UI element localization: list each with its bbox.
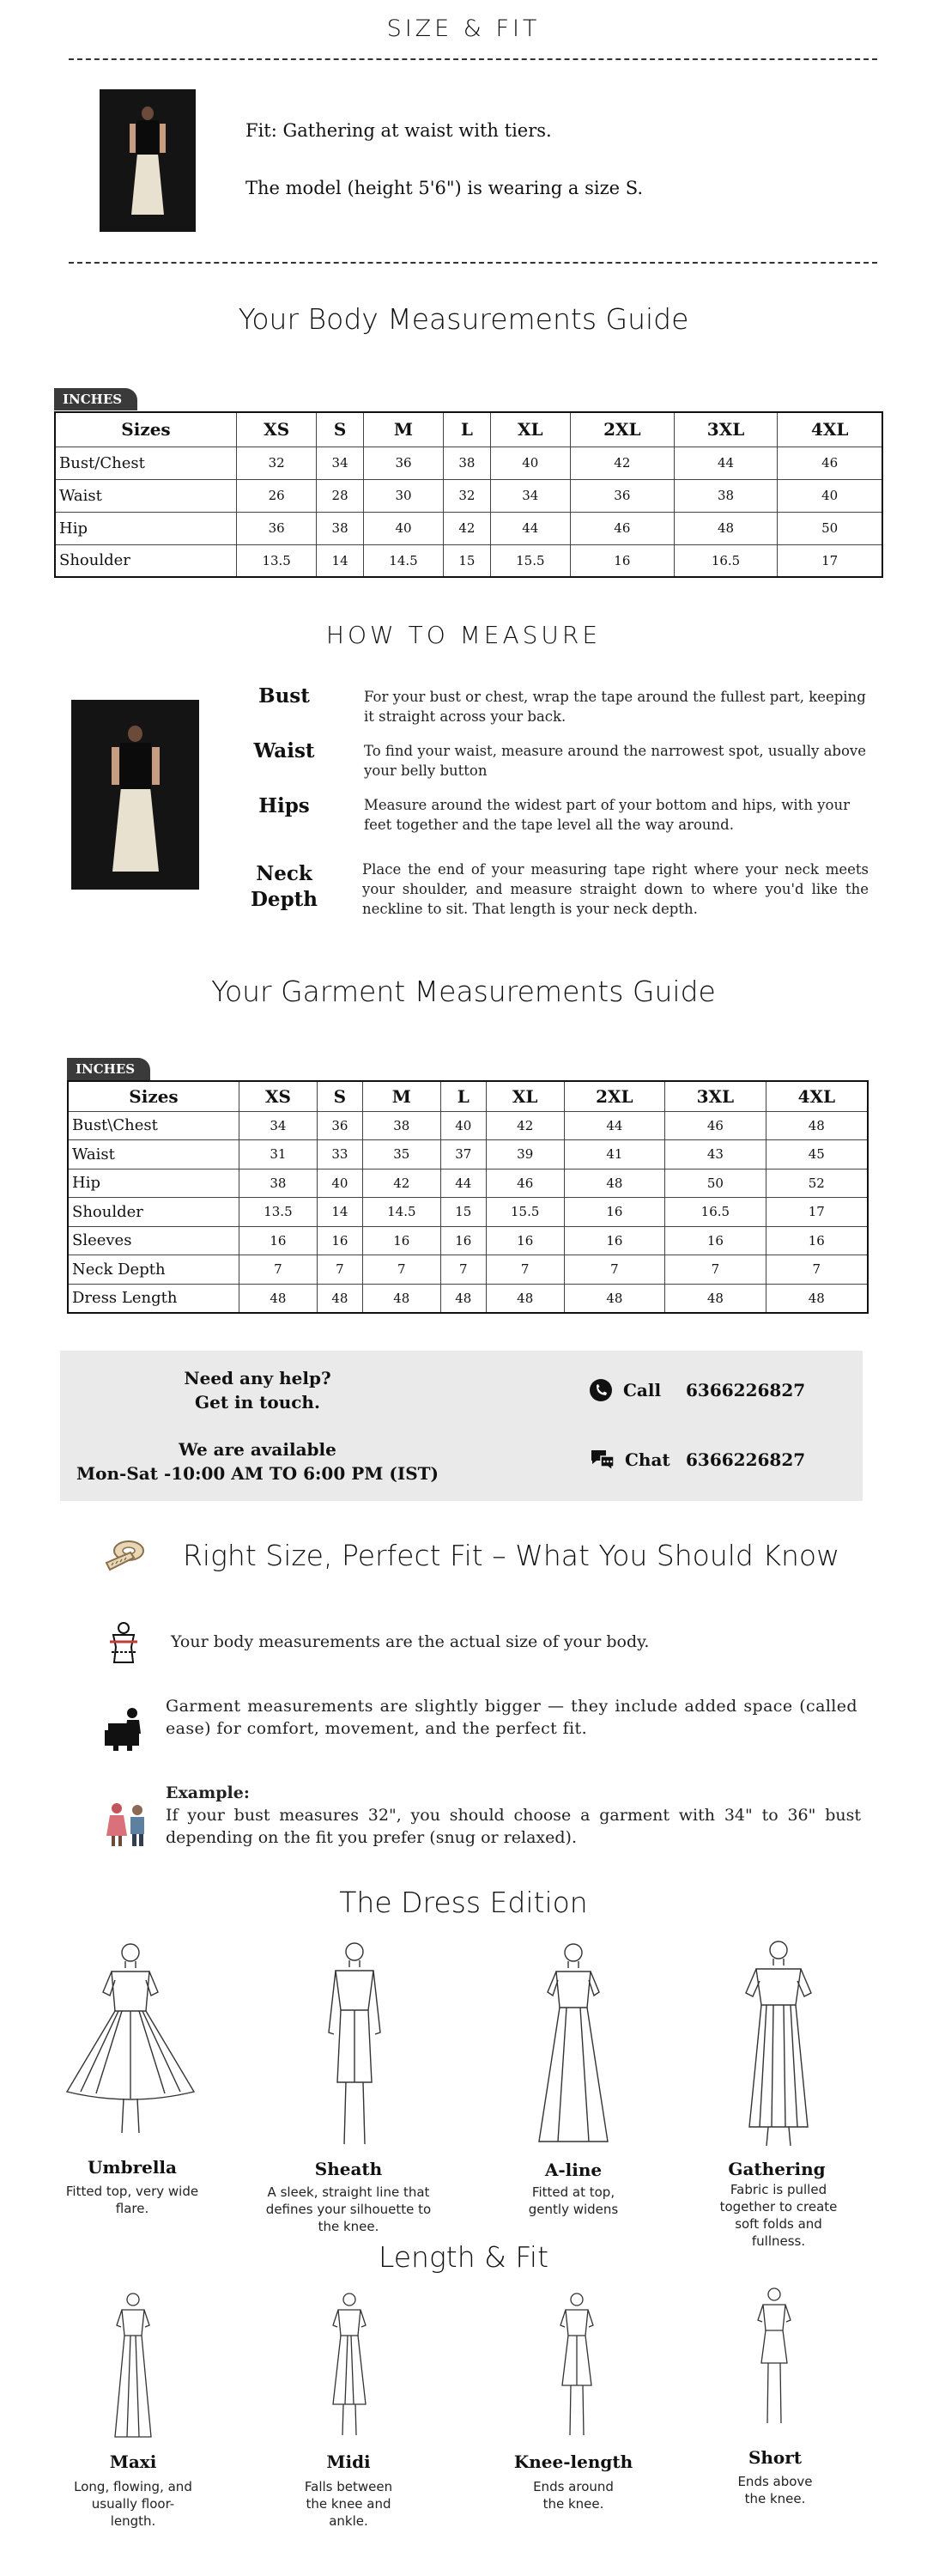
row-label: Hip	[55, 512, 237, 544]
body-guide-title: Your Body Measurements Guide	[238, 302, 689, 336]
table-cell: 13.5	[239, 1198, 318, 1227]
body-measure-icon	[105, 1621, 142, 1666]
table-cell: 32	[444, 479, 491, 512]
row-label: Hip	[68, 1169, 239, 1198]
measure-term-hips: Hips	[258, 794, 310, 817]
size-header: XS	[237, 412, 317, 447]
table-row	[55, 544, 882, 577]
measure-term-bust: Bust	[258, 684, 310, 708]
row-label: Waist	[68, 1140, 239, 1170]
table-cell: 52	[766, 1169, 868, 1198]
table-cell: 14.5	[362, 1198, 440, 1227]
size-header: M	[363, 412, 443, 447]
available-text: We are available	[179, 1439, 336, 1460]
size-header: L	[440, 1081, 486, 1111]
table-cell: 14.5	[363, 544, 443, 577]
size-header: 4XL	[778, 412, 882, 447]
hours-text: Mon-Sat -10:00 AM TO 6:00 PM (IST)	[76, 1463, 439, 1484]
table-cell: 7	[317, 1255, 362, 1285]
table-row	[68, 1111, 868, 1140]
body-measurements-note: Your body measurements are the actual size of your body.	[171, 1632, 650, 1651]
row-label: Bust/Chest	[55, 447, 237, 479]
unit-tag: INCHES	[67, 1058, 150, 1080]
chat-number[interactable]: 6366226827	[686, 1449, 806, 1470]
measure-desc-waist: To find your waist, measure around the narrowest spot, usually above your belly button	[364, 743, 866, 779]
table-cell: 14	[317, 544, 364, 577]
fit-text: Fit: Gathering at waist with tiers.	[245, 120, 552, 141]
dress-desc-a-line: Fitted at top, gently widens	[528, 2184, 619, 2217]
maxi-dress-sketch	[94, 2291, 172, 2445]
table-cell: 35	[362, 1140, 440, 1170]
row-label: Dress Length	[68, 1284, 239, 1313]
table-cell: 38	[362, 1111, 440, 1140]
table-cell: 7	[766, 1255, 868, 1285]
garment-guide-title: Your Garment Measurements Guide	[211, 975, 716, 1008]
length-desc-knee-length: Ends around the knee.	[533, 2479, 614, 2512]
help-panel	[60, 1351, 863, 1501]
table-cell: 16	[570, 544, 674, 577]
length-fit-title: Length & Fit	[378, 2240, 549, 2274]
midi-dress-sketch	[311, 2291, 388, 2445]
size-header: L	[444, 412, 491, 447]
table-cell: 7	[362, 1255, 440, 1285]
table-cell: 7	[440, 1255, 486, 1285]
table-cell: 48	[564, 1169, 665, 1198]
table-cell: 50	[665, 1169, 766, 1198]
example-text: If your bust measures 32", you should choose a garment with 34" to 36" bust depending on the fit you prefer (snug or relaxed).	[166, 1806, 861, 1847]
table-cell: 38	[674, 479, 778, 512]
measure-desc-hips: Measure around the widest part of your bottom and hips, with your feet together and the tape level all the way around.	[364, 797, 850, 833]
unit-tag: INCHES	[54, 388, 137, 410]
knee-length-dress-sketch	[538, 2291, 615, 2445]
gathering-dress-sketch	[718, 1936, 839, 2151]
table-cell: 48	[665, 1284, 766, 1313]
table-cell: 48	[362, 1284, 440, 1313]
chat-label: Chat	[625, 1449, 670, 1470]
dress-name-a-line: A-line	[544, 2160, 603, 2180]
table-cell: 42	[444, 512, 491, 544]
table-cell: 7	[665, 1255, 766, 1285]
table-cell: 36	[363, 447, 443, 479]
row-label: Sleeves	[68, 1226, 239, 1255]
row-label: Shoulder	[68, 1198, 239, 1227]
measure-term-neck-depth: Neck Depth	[250, 862, 318, 911]
row-label: Shoulder	[55, 544, 237, 577]
table-cell: 7	[486, 1255, 564, 1285]
table-cell: 48	[486, 1284, 564, 1313]
table-cell: 40	[440, 1111, 486, 1140]
table-row	[55, 479, 882, 512]
table-cell: 40	[317, 1169, 362, 1198]
divider	[69, 262, 877, 264]
row-label: Bust\Chest	[68, 1111, 239, 1140]
table-cell: 37	[440, 1140, 486, 1170]
dress-edition-title: The Dress Edition	[339, 1886, 588, 1919]
dress-desc-sheath: A sleek, straight line that defines your silhouette to the knee.	[265, 2184, 432, 2234]
table-cell: 50	[778, 512, 882, 544]
table-cell: 48	[766, 1111, 868, 1140]
length-desc-short: Ends above the knee.	[737, 2474, 813, 2506]
size-fit-title: SIZE & FIT	[386, 15, 541, 42]
short-dress-sketch	[736, 2286, 813, 2440]
size-header: 2XL	[570, 412, 674, 447]
sizes-header: Sizes	[68, 1081, 239, 1111]
sizes-header: Sizes	[55, 412, 237, 447]
model-size-text: The model (height 5'6") is wearing a size S.	[245, 178, 644, 198]
length-name-midi: Midi	[326, 2451, 371, 2472]
table-cell: 42	[362, 1169, 440, 1198]
table-cell: 44	[490, 512, 570, 544]
phone-icon	[589, 1378, 613, 1402]
table-cell: 16	[665, 1226, 766, 1255]
measure-desc-bust: For your bust or chest, wrap the tape around the fullest part, keeping it straight across your back.	[364, 689, 866, 725]
dress-name-sheath: Sheath	[314, 2159, 383, 2179]
table-cell: 17	[778, 544, 882, 577]
size-header: S	[317, 412, 364, 447]
size-header: S	[317, 1081, 362, 1111]
table-cell: 40	[363, 512, 443, 544]
umbrella-dress-sketch	[62, 1939, 199, 2136]
table-cell: 26	[237, 479, 317, 512]
table-row	[68, 1169, 868, 1198]
table-cell: 48	[317, 1284, 362, 1313]
table-row	[68, 1140, 868, 1170]
divider	[69, 58, 877, 60]
table-cell: 38	[444, 447, 491, 479]
table-cell: 45	[766, 1140, 868, 1170]
table-cell: 48	[440, 1284, 486, 1313]
table-cell: 15	[440, 1198, 486, 1227]
table-cell: 39	[486, 1140, 564, 1170]
table-cell: 16.5	[674, 544, 778, 577]
table-header-row	[55, 412, 882, 447]
table-cell: 48	[239, 1284, 318, 1313]
row-label: Waist	[55, 479, 237, 512]
table-cell: 16	[362, 1226, 440, 1255]
model-photo	[71, 700, 199, 890]
length-name-short: Short	[748, 2447, 803, 2468]
chat-contact[interactable]	[589, 1446, 812, 1475]
measure-desc-neck-depth: Place the end of your measuring tape right where your neck meets your shoulder, and measure straight down to where you'd like the neckline to sit. That length is your neck depth.	[362, 861, 869, 917]
chat-icon	[589, 1448, 616, 1472]
body-measurements-table	[54, 411, 883, 578]
table-cell: 36	[317, 1111, 362, 1140]
size-header: 2XL	[564, 1081, 665, 1111]
table-cell: 36	[570, 479, 674, 512]
table-cell: 34	[490, 479, 570, 512]
size-header: XS	[239, 1081, 318, 1111]
right-size-title: Right Size, Perfect Fit – What You Should Know	[183, 1539, 840, 1572]
table-header-row	[68, 1081, 868, 1111]
table-row	[68, 1198, 868, 1227]
table-cell: 14	[317, 1198, 362, 1227]
length-name-maxi: Maxi	[109, 2451, 157, 2472]
size-header: 3XL	[665, 1081, 766, 1111]
measure-term-waist: Waist	[253, 739, 315, 762]
table-cell: 16	[239, 1226, 318, 1255]
length-name-knee-length: Knee-length	[513, 2451, 633, 2472]
how-to-measure-title: HOW TO MEASURE	[325, 621, 602, 649]
table-cell: 46	[665, 1111, 766, 1140]
size-header: M	[362, 1081, 440, 1111]
size-header: XL	[490, 412, 570, 447]
table-cell: 38	[317, 512, 364, 544]
dress-desc-umbrella: Fitted top, very wide flare.	[65, 2184, 199, 2216]
table-cell: 40	[778, 479, 882, 512]
table-cell: 17	[766, 1198, 868, 1227]
table-cell: 15	[444, 544, 491, 577]
dress-name-umbrella: Umbrella	[87, 2157, 177, 2178]
table-cell: 16	[317, 1226, 362, 1255]
table-cell: 28	[317, 479, 364, 512]
table-cell: 38	[239, 1169, 318, 1198]
row-label: Neck Depth	[68, 1255, 239, 1285]
table-cell: 36	[237, 512, 317, 544]
table-cell: 7	[239, 1255, 318, 1285]
model-photo	[100, 89, 196, 232]
table-cell: 42	[570, 447, 674, 479]
call-contact[interactable]	[589, 1376, 812, 1406]
a-line-dress-sketch	[513, 1939, 633, 2154]
table-cell: 34	[317, 447, 364, 479]
table-cell: 40	[490, 447, 570, 479]
table-cell: 16	[564, 1226, 665, 1255]
table-cell: 31	[239, 1140, 318, 1170]
table-cell: 44	[674, 447, 778, 479]
table-row	[68, 1226, 868, 1255]
table-cell: 32	[237, 447, 317, 479]
get-in-touch-text: Get in touch.	[195, 1392, 320, 1413]
table-cell: 41	[564, 1140, 665, 1170]
table-row	[55, 512, 882, 544]
table-cell: 16.5	[665, 1198, 766, 1227]
table-row	[68, 1255, 868, 1285]
table-cell: 46	[486, 1169, 564, 1198]
dress-desc-gathering: Fabric is pulled together to create soft folds and fullness.	[719, 2182, 838, 2249]
tailor-people-icon	[103, 1800, 151, 1850]
table-cell: 33	[317, 1140, 362, 1170]
table-cell: 15.5	[490, 544, 570, 577]
garment-measurements-table	[67, 1080, 869, 1314]
table-cell: 30	[363, 479, 443, 512]
table-row	[68, 1284, 868, 1313]
table-cell: 16	[486, 1226, 564, 1255]
garment-measurements-note: Garment measurements are slightly bigger — they include added space (called ease) for comfort, movement, and the perfect fit.	[166, 1697, 857, 1738]
size-header: 3XL	[674, 412, 778, 447]
table-cell: 48	[564, 1284, 665, 1313]
call-number[interactable]: 6366226827	[686, 1380, 806, 1400]
table-cell: 15.5	[486, 1198, 564, 1227]
table-cell: 7	[564, 1255, 665, 1285]
length-desc-midi: Falls between the knee and ankle.	[304, 2479, 393, 2529]
length-desc-maxi: Long, flowing, and usually floor-length.	[74, 2479, 192, 2529]
measuring-tape-icon	[101, 1537, 149, 1575]
table-cell: 16	[564, 1198, 665, 1227]
size-header: XL	[486, 1081, 564, 1111]
size-header: 4XL	[766, 1081, 868, 1111]
table-cell: 13.5	[237, 544, 317, 577]
table-cell: 48	[674, 512, 778, 544]
table-row	[55, 447, 882, 479]
tailor-icon	[101, 1704, 146, 1753]
table-cell: 42	[486, 1111, 564, 1140]
table-cell: 43	[665, 1140, 766, 1170]
table-cell: 46	[778, 447, 882, 479]
sheath-dress-sketch	[294, 1938, 415, 2153]
dress-name-gathering: Gathering	[728, 2159, 826, 2179]
need-help-text: Need any help?	[184, 1368, 331, 1388]
table-cell: 16	[440, 1226, 486, 1255]
table-cell: 34	[239, 1111, 318, 1140]
table-cell: 46	[570, 512, 674, 544]
table-cell: 16	[766, 1226, 868, 1255]
table-cell: 44	[564, 1111, 665, 1140]
example-label: Example:	[166, 1783, 250, 1802]
call-label: Call	[623, 1380, 662, 1400]
table-cell: 44	[440, 1169, 486, 1198]
table-cell: 48	[766, 1284, 868, 1313]
